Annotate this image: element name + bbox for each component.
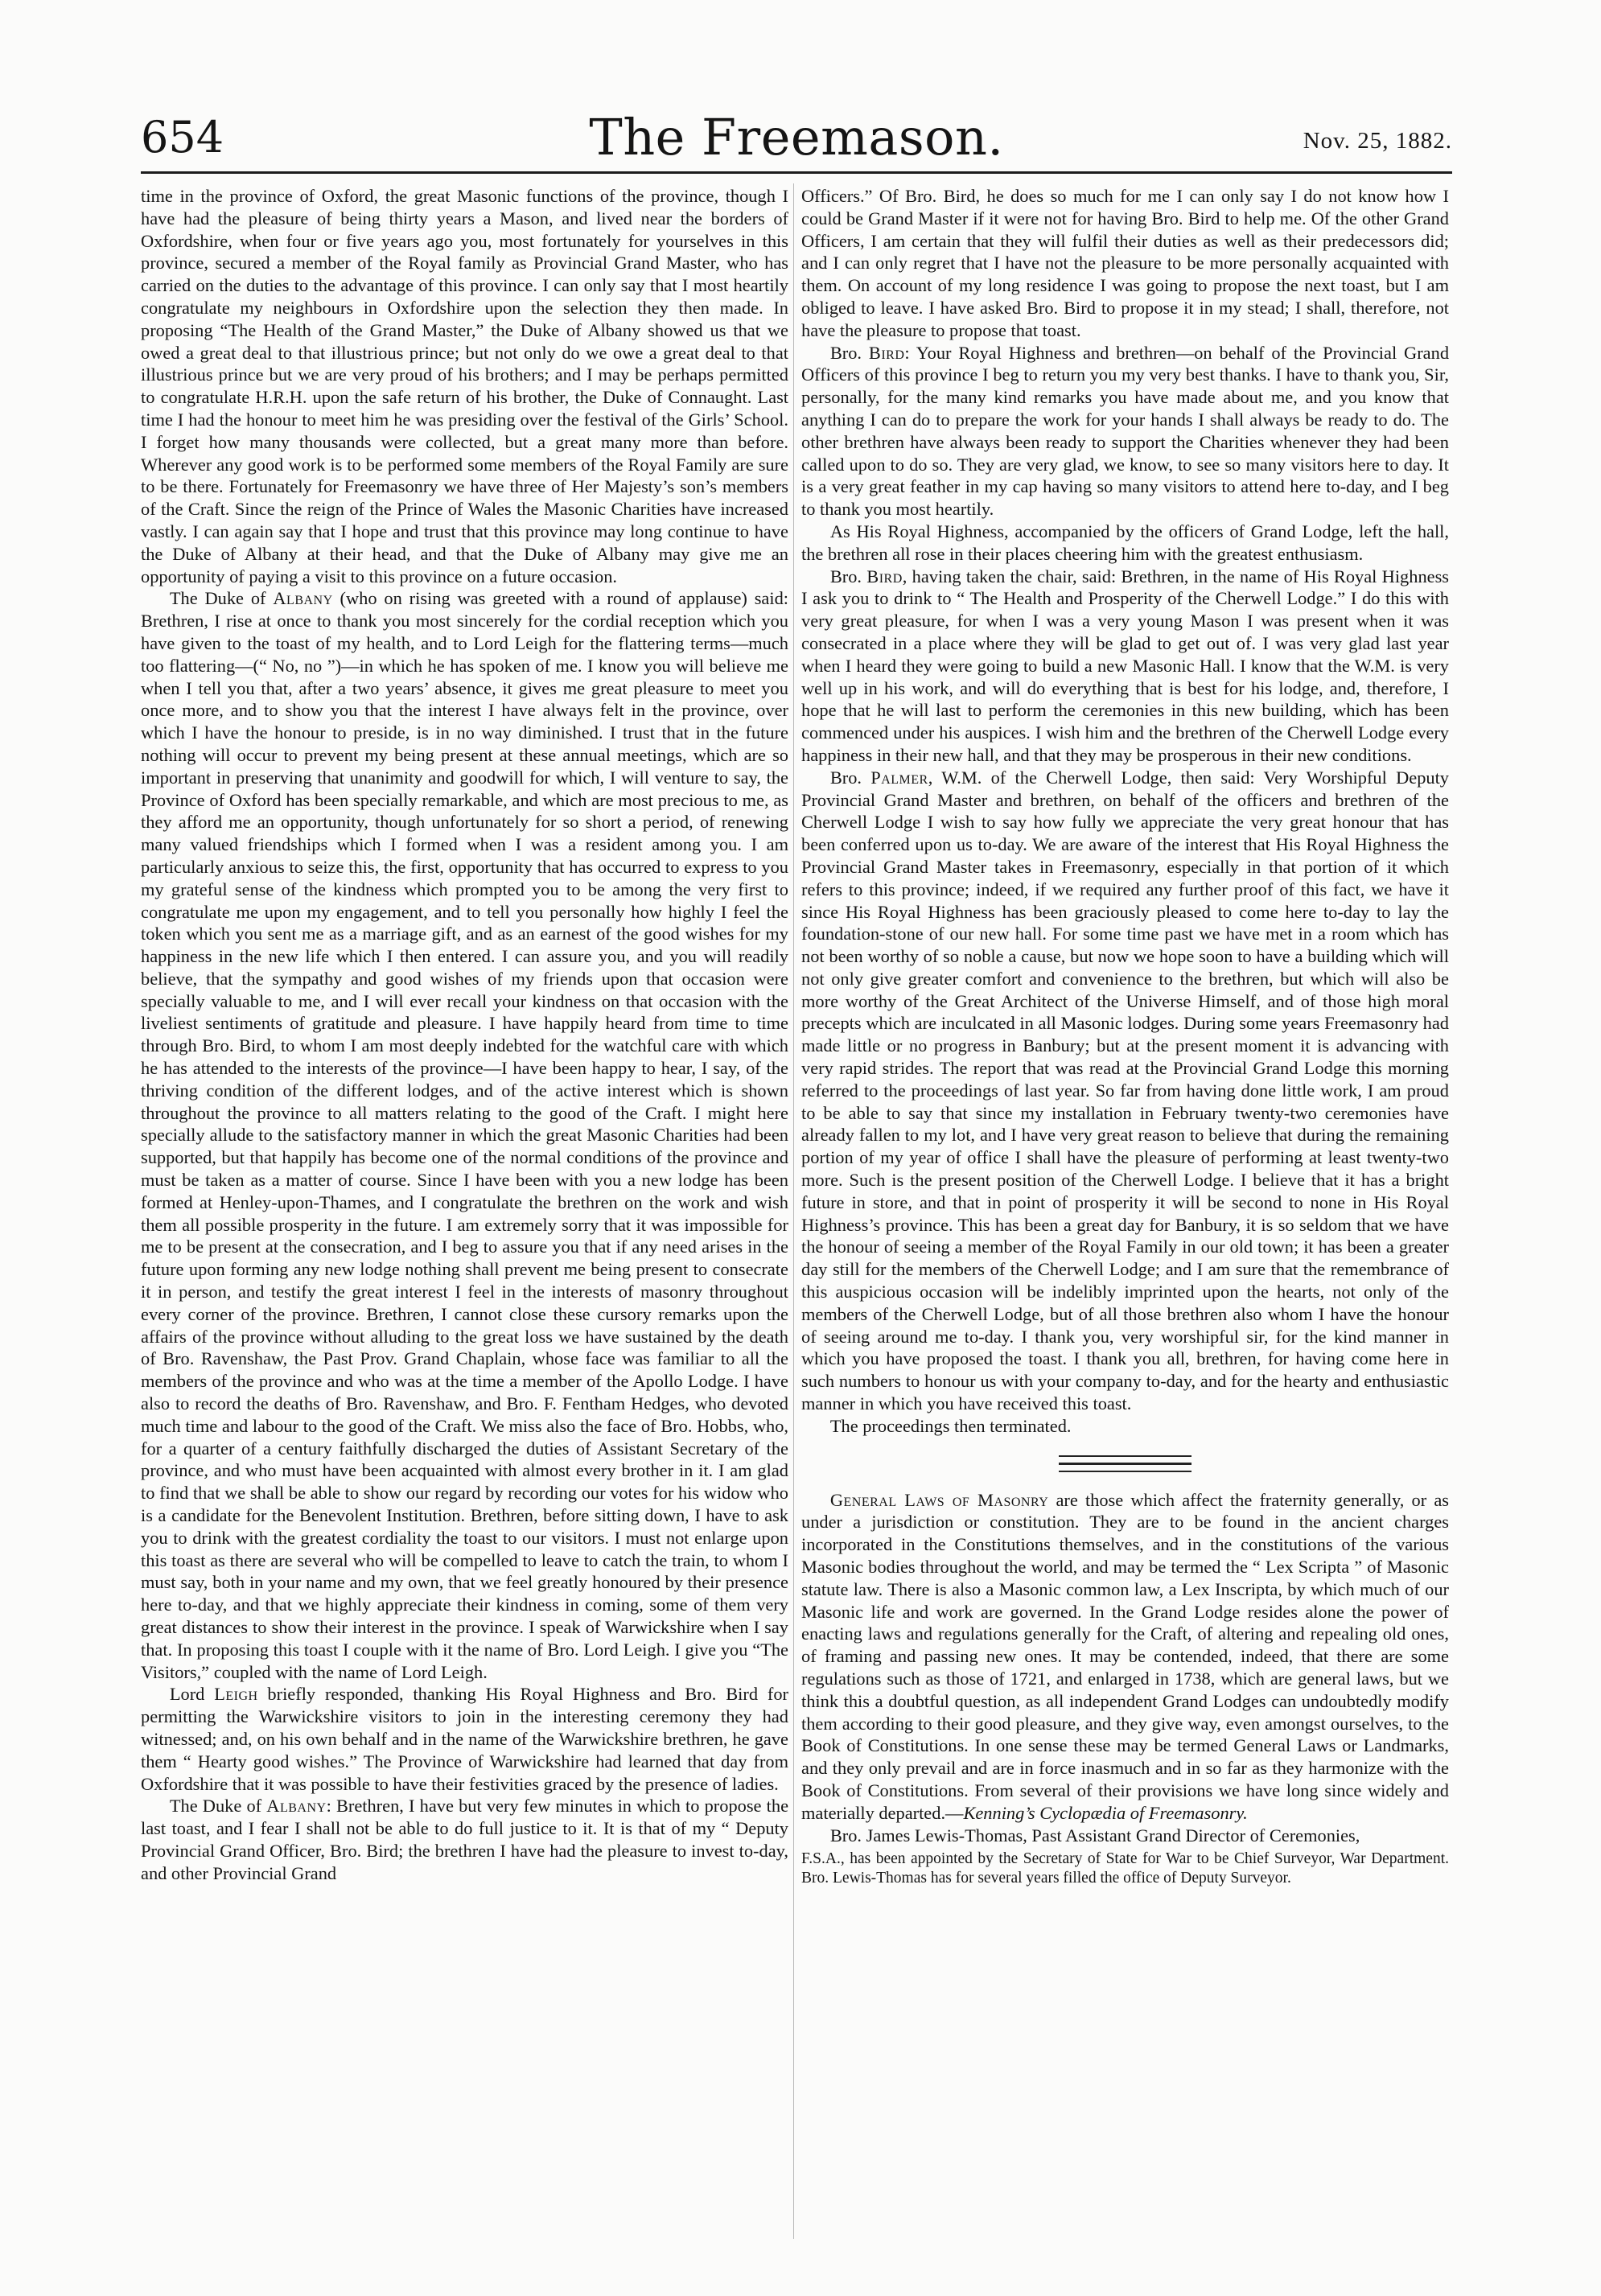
paragraph <box>801 566 1449 767</box>
paragraph-lead: Bro. <box>829 767 871 788</box>
separator-line <box>1059 1471 1191 1472</box>
paragraph <box>801 767 1449 1415</box>
paragraph <box>141 1795 788 1884</box>
paragraph-lead: Bro. <box>829 566 867 586</box>
right-column <box>801 185 1449 1888</box>
section-heading: General Laws of Masonry <box>829 1489 1049 1510</box>
paragraph <box>801 1489 1449 1825</box>
paragraph: Officers.” Of Bro. Bird, he does so much for me I can only say I do not know how I could be Grand Master if it were not for having Bro. Bird to help me. Of the other Grand Officers, I am certain that they will fulfil their duties as well as their predecessors did; and I can only regret that I have not the pleasure to be more personally acquainted with them. On account of my long residence I was going to propose the next toast, but I am obliged to leave. I have asked Bro. Bird to propose it in my stead; I shall, therefore, not have the pleasure to propose that toast. <box>801 186 1449 340</box>
speaker-name: Bird <box>868 342 905 363</box>
masthead <box>141 108 1452 169</box>
paragraph <box>141 1683 788 1795</box>
paragraph-lead: Lord <box>169 1684 215 1705</box>
section-separator <box>801 1438 1449 1489</box>
paragraph <box>801 342 1449 521</box>
column-divider <box>793 183 794 2239</box>
paragraph: Bro. James Lewis-Thomas, Past Assistant Grand Director of Ceremonies, <box>829 1825 1360 1845</box>
publication-title: The Freemason. <box>589 108 1004 167</box>
paragraph: The proceedings then terminated. <box>829 1415 1072 1436</box>
speaker-name: Albany <box>273 588 333 609</box>
page-number: 654 <box>141 112 224 163</box>
issue-date: Nov. 25, 1882. <box>1303 128 1452 154</box>
paragraph-body: briefly responded, thanking His Royal Highness and Bro. Bird for permitting the Warwickshire visitors to join in the interesting ceremony they had witnessed; and, on his own behalf and in the name of the Warwickshire brethren, he gave them “ Hearty good wishes.” The Province of Warwickshire had learned that day from Oxfordshire that it was possible to have their festivities graced by the presence of ladies. <box>141 1684 789 1794</box>
speaker-name: Palmer <box>870 767 928 788</box>
speaker-name: Leigh <box>214 1684 258 1705</box>
paragraph-lead: Bro. <box>829 342 869 363</box>
paragraph <box>141 587 788 1683</box>
paragraph-lead: The Duke of <box>169 588 274 609</box>
speaker-name: Albany <box>266 1796 327 1817</box>
paragraph-body: (who on rising was greeted with a round of applause) said: Brethren, I rise at once to thank you most sincerely for the cordial reception which you have given to the toast of my health, and to Lord Leigh for the flattering terms—much too flattering—(“ No, no ”)—in which he has spoken of me. I know you will believe me when I tell you that, after a two years’ absence, it gives me great pleasure to meet you once more, and to show you that the interest I have always felt in the province, over which I have the honour to preside, is in no way diminished. I trust that in the future nothing will occur to prevent my being present at these annual meetings, which are so important in preserving that unanimity and goodwill for which, I will venture to say, the Province of Oxford has been specially remarkable, and which are most precious to me, as they afford me an opportunity, though unfortunately for so short a period, of renewing many valued friendships which I formed when I was a resident among you. I am particularly anxious to seize this, the first, opportunity that has occurred to express to you my grateful sense of the kindness which prompted you to be among the very first to congratulate me upon my engagement, and to tell you personally how highly I feel the token which you sent me as a marriage gift, and as an earnest of the good wishes for my happiness in the new life which I then entered. I can assure you, and you will readily believe, that the sympathy and good wishes of my friends upon that occasion were specially valuable to me, and I will ever recall your kindness on that occasion with the liveliest sentiments of gratitude and pleasure. I have happily heard from time to time through Bro. Bird, to whom I am most deeply indebted for the watchful care with which he has attended to the interests of the province—I have been happy to hear, I say, of the thriving condition of the different lodges, and of the active interest which is shown throughout the province to all matters relating to the good of the Craft. I might here specially allude to the satisfactory manner in which the great Masonic Charities had been supported, but that happily has become one of the normal conditions of the province and must be taken as a matter of course. Since I have been with you a new lodge has been formed at Henley-upon-Thames, and I congratulate the brethren on the work and wish them all possible prosperity in the future. I am extremely sorry that it was impossible for me to be present at the consecration, and I beg to assure you that if any need arises in the future upon forming any new lodge nothing shall prevent me being present to consecrate it in person, and testify the great interest I feel in the interests of masonry throughout every corner of the province. Brethren, I cannot close these cursory remarks upon the affairs of the province without alluding to the great loss we have sustained by the death of Bro. Ravenshaw, the Past Prov. Grand Chaplain, whose face was familiar to all the members of the province and who was at the time a member of the Apollo Lodge. I have also to record the deaths of Bro. Ravenshaw, and Bro. F. Fentham Hedges, who devoted much time and labour to the good of the Craft. We miss also the face of Bro. Hobbs, who, for a quarter of a century faithfully discharged the duties of Assistant Secretary of the province, and who must have been acquainted with almost every brother in it. I am glad to find that we shall be able to show our regard by recording our votes for his widow who is a candidate for the Benevolent Institution. Brethren, before sitting down, I have to ask you to drink with the greatest cordiality the toast to our visitors. I must not enlarge upon this toast as there are several who will be compelled to leave to catch the train, to whom I must say, both in your name and my own, that we feel greatly honoured by their presence here to-day, and that we highly appreciate their kindness in coming, some of them very great distances to show their interest in the province. I speak of Warwickshire when I say that. In proposing this toast I couple with it the name of Bro. Lord Leigh. I give you “The Visitors,” coupled with the name of Lord Leigh. <box>141 588 788 1682</box>
paragraph-body: : Your Royal Highness and brethren—on behalf of the Provincial Grand Officers of this province I beg to return you my very best thanks. I have to thank you, Sir, personally, for the many kind remarks you have made about me, and you know that anything I can do to prepare the work for your hands I shall always be ready to do. The other brethren have always been ready to support the Charities whenever they had been called upon to do so. They are very glad, we know, to see so many visitors here to day. It is a very great feather in my cap having so many visitors to attend here to-day, and I beg to thank you most heartily. <box>801 342 1450 520</box>
source-citation: Kenning’s Cyclopædia of Freemasonry. <box>963 1802 1248 1823</box>
left-column <box>141 185 788 1885</box>
speaker-name: Bird <box>866 566 903 586</box>
separator-line <box>1059 1455 1191 1457</box>
small-print-paragraph: F.S.A., has been appointed by the Secretary of State for War to be Chief Surveyor, War Department. Bro. Lewis-Thomas has for several years filled the office of Deputy Surveyor. <box>801 1850 1449 1887</box>
paragraph: As His Royal Highness, accompanied by the officers of Grand Lodge, left the hall, the brethren all rose in their places cheering him with the greatest enthusiasm. <box>801 521 1449 564</box>
paragraph-lead: The Duke of <box>169 1796 267 1817</box>
paragraph-body: : Brethren, I have but very few minutes in which to propose the last toast, and I fear I shall not be able to do full justice to it. It is that of my “ Deputy Provincial Grand Officer, Bro. Bird; the brethren I have had the pleasure to invest to-day, and other Provincial Grand <box>141 1796 789 1883</box>
separator-line <box>1059 1463 1191 1465</box>
masthead-rule <box>141 171 1452 174</box>
paragraph: time in the province of Oxford, the great Masonic functions of the province, though I have had the pleasure of being thirty years a Mason, and lived near the borders of Oxfordshire, when four or five years ago you, most fortunately for yourselves in this province, secured a member of the Royal family as Provincial Grand Master, who has carried on the duties to the advantage of this province. I can only say that I most heartily congratulate my neighbours in Oxfordshire upon the selection they then made. In proposing “The Health of the Grand Master,” the Duke of Albany showed us that we owed a great deal to that illustrious prince; but not only do we owe a great deal to that illustrious prince but we are very proud of his brothers; and I may be perhaps permitted to congratulate H.R.H. upon the safe return of his brother, the Duke of Connaught. Last time I had the honour to meet him he was presiding over the festival of the Girls’ School. I forget how many thousands were collected, but a great many more than before. Wherever any good work is to be performed some members of the Royal Family are sure to be there. Fortunately for Freemasonry we have three of Her Majesty’s son’s members of the Craft. Since the reign of the Prince of Wales the Masonic Charities have increased vastly. I can again say that I hope and trust that this province may long continue to have the Duke of Albany at their head, and that the Duke of Albany may give me an opportunity of paying a visit to this province on a future occasion. <box>141 186 788 586</box>
paragraph-body: , W.M. of the Cherwell Lodge, then said: Very Worshipful Deputy Provincial Grand Master and brethren, on behalf of the officers and brethren of the Cherwell Lodge I wish to say how fully we appreciate the very great honour that has been conferred upon us to-day. We are aware of the interest that His Royal Highness the Provincial Grand Master takes in Freemasonry, especially in that portion of it which refers to this province; indeed, if we required any further proof of this fact, we have it since His Royal Highness has been graciously pleased to come here to-day to lay the foundation-stone of our new hall. For some time past we have met in a room which has not been worthy of so noble a cause, but now we hope soon to have a building which will not only give greater comfort and convenience to the brethren, but which will also be more worthy of the Great Architect of the Universe Himself, and of those high moral precepts which are inculcated in all Masonic lodges. During some years Freemasonry had made little or no progress in Banbury; but at the present moment it is advancing with very rapid strides. The report that was read at the Provincial Grand Lodge this morning referred to the proceedings of last year. So far from having done little work, I am proud to be able to say that since my installation in February twenty-two ceremonies have already fallen to my lot, and I have very great reason to believe that during the remaining portion of my year of office I shall have the pleasure of performing at least twenty-two more. Such is the present position of the Cherwell Lodge. I believe that it has a bright future in store, and that in point of prosperity it will be second to none in His Royal Highness’s province. This has been a great day for Banbury, it is so seldom that we have the honour of seeing a member of the Royal Family in our old town; it has been a greater day still for the members of the Cherwell Lodge; and I am sure that the remembrance of this auspicious occasion will be indelibly imprinted upon the hearts, not only of the members of the Cherwell Lodge, but of all those brethren also whom I have the honour of seeing around me to-day. I thank you, very worshipful sir, for the kind manner in which you have proposed the toast. I thank you all, brethren, for having come here in such numbers to honour us with your company to-day, and for the hearty and enthusiastic manner in which you have received this toast. <box>801 767 1450 1414</box>
paragraph-body: are those which affect the fraternity generally, or as under a jurisdiction or constitution. They are to be found in the ancient charges incorporated in the Constitutions themselves, and in the constitutions of the various Masonic bodies throughout the world, and may be termed the “ Lex Scripta ” of Masonic statute law. There is also a Masonic common law, a Lex Inscripta, by which much of our Masonic life and work are governed. In the Grand Lodge resides alone the power of enacting laws and regulations generally for the Craft, of altering and repealing old ones, of framing and passing new ones. It may be contended, indeed, that there are some regulations such as those of 1721, and enlarged in 1738, which are general laws, but we think this a doubtful question, as all independent Grand Lodges can undoubtedly modify them according to their good pleasure, and they give way, even amongst ourselves, to the Book of Constitutions. In one sense these may be termed General Laws or Landmarks, and they only prevail and are in force inasmuch and in so far as they harmonize with the Book of Constitutions. From several of their provisions we have long since widely and materially departed.— <box>801 1489 1449 1823</box>
paragraph-body: , having taken the chair, said: Brethren, in the name of His Royal Highness I ask you to drink to “ The Health and Prosperity of the Cherwell Lodge.” I do this with very great pleasure, for when I was a very young Mason I was present when it was consecrated in a place where they will be glad to get out of. I was very glad last year when I heard they were going to build a new Masonic Hall. I know that the W.M. is very well up in his work, and will do everything that is best for his lodge, and, therefore, I hope that he will last to perform the ceremonies in this new building, which has been commenced under his auspices. I wish him and the brethren of the Cherwell Lodge every happiness in their new hall, and that they may be prosperous in their new conditions. <box>801 566 1449 765</box>
